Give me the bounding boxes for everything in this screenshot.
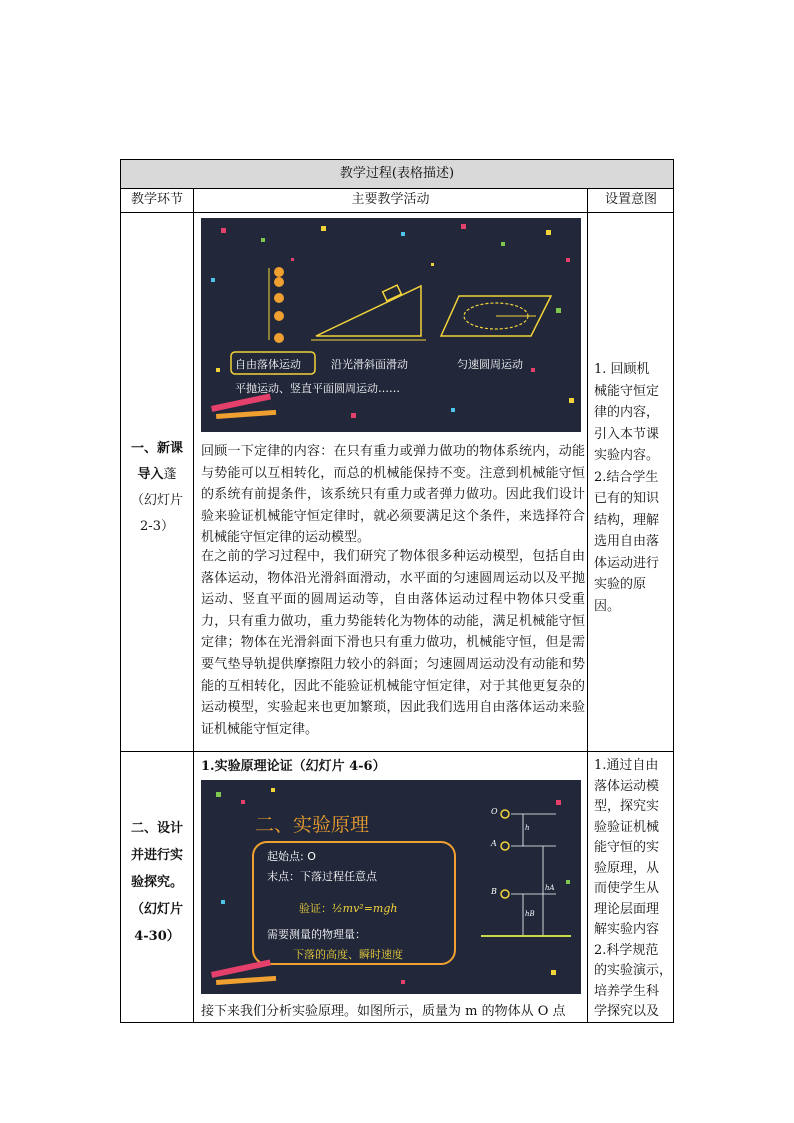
row1-intent xyxy=(594,359,674,617)
slide-verify xyxy=(299,900,398,916)
row2-stage-line2: 并进行实 xyxy=(130,848,183,863)
row2-intent-line: 验验证机械 xyxy=(594,819,660,835)
row1-intent-line: 体运动进行 xyxy=(594,555,660,571)
row2-intent-line: 1.通过自由 xyxy=(594,758,659,773)
slide-motion-models xyxy=(201,218,581,432)
row2-intent-line: 2.科学规范 xyxy=(594,942,659,958)
slide-title: 二、实验原理 xyxy=(255,814,370,836)
incline-figure xyxy=(311,285,426,340)
slide-label-free-fall: 自由落体运动 xyxy=(235,358,301,371)
slide-measure: 需要测量的物理量： xyxy=(267,928,366,941)
row2-stage-line5: 4-30） xyxy=(134,929,180,944)
row1-stage-line2-suffix: 蓬 xyxy=(163,467,177,482)
point-b-label: B xyxy=(491,887,497,896)
row1-stage-line4: 2-3） xyxy=(140,519,174,534)
row1-stage-line1: 一、新课 xyxy=(130,441,183,456)
row2-intent-line: 的实验演示， xyxy=(594,963,673,978)
point-a-label: A xyxy=(491,839,497,848)
slide-motion-models-art xyxy=(201,218,581,432)
circular-motion-figure xyxy=(441,296,551,336)
row1-intent-line: 1. 回顾机 xyxy=(594,362,650,377)
row1-intent-line: 械能守恒定 xyxy=(594,383,660,399)
row1-intent-line: 引入本节课 xyxy=(594,426,660,442)
row1-intent-line: 实验内容。 xyxy=(594,448,660,463)
pencils xyxy=(211,394,276,419)
row1-stage xyxy=(121,436,193,540)
row1-paragraph-1: 回顾一下定律的内容：在只有重力或弹力做功的物体系统内，动能与势能可以互相转化，而总的机械能保持不变。注意到机械能守恒的系统有前提条件，该系统只有重力或者弹力做功。因此我们设计验来验证机械能守恒定律时，就必须要满足这个条件，来选择符合机械能守恒定律的运动模型。 xyxy=(201,444,585,546)
row2-stage-line1: 二、设计 xyxy=(130,821,183,836)
row1-intent-line: 已有的知识 xyxy=(594,491,660,506)
point-o-label: O xyxy=(491,807,498,816)
slide-start-point: 起始点: O xyxy=(267,850,316,863)
row1-intent-line: 律的内容， xyxy=(594,405,660,420)
header-intent: 设置意图 xyxy=(604,192,657,207)
row2-intent-line: 培养学生科 xyxy=(594,983,660,999)
slide-end-point: 末点：下落过程任意点 xyxy=(267,870,377,883)
row2-intent-line: 理论层面理 xyxy=(594,901,660,917)
hb-label: hB xyxy=(525,910,535,918)
slide-quantities: 下落的高度、瞬时速度 xyxy=(293,948,403,961)
row2-stage-line3: 验探究。 xyxy=(130,875,183,890)
header-stage: 教学环节 xyxy=(130,192,183,207)
slide-verify-label: 验证： xyxy=(299,902,332,915)
ha-label: hA xyxy=(545,884,555,892)
row1-intent-line: 因。 xyxy=(594,598,621,614)
row2-paragraph: 接下来我们分析实验原理。如图所示，质量为 m 的物体从 O 点 xyxy=(201,1004,566,1019)
row2-intent-line: 解实验内容 xyxy=(594,922,660,937)
header-activity: 主要教学活动 xyxy=(351,192,430,207)
slide-label-more: 平抛运动、竖直平面圆周运动…… xyxy=(235,382,400,395)
row2-intent-line: 落体运动模 xyxy=(594,778,660,794)
teaching-process-table xyxy=(120,159,674,1023)
slide-experiment-principle xyxy=(201,780,581,994)
row2-intent-line: 能守恒的实 xyxy=(594,840,660,855)
table-title: 教学过程(表格描述) xyxy=(121,160,673,188)
row1-intent-line: 2.结合学生 xyxy=(594,469,659,485)
row2-stage-line4: （幻灯片 xyxy=(130,902,183,917)
slide-label-circular: 匀速圆周运动 xyxy=(457,358,523,371)
falling-balls-figure xyxy=(269,267,284,343)
h-label: h xyxy=(525,824,530,832)
row1-stage-line3: （幻灯片 xyxy=(130,493,183,508)
slide-formula: ½mv²=mgh xyxy=(332,902,398,915)
row2-intent-line: 学探究以及 xyxy=(594,1004,660,1019)
row2-intent-line: 型，探究实 xyxy=(594,799,660,814)
row2-intent xyxy=(594,756,674,1023)
row1-paragraph-2: 在之前的学习过程中，我们研究了物体很多种运动模型，包括自由落体运动，物体沿光滑斜面滑动，水平面的匀速圆周运动以及平抛运动、竖直平面的圆周运动等，自由落体运动过程中物体只受重力，只有重力做功，重力势能转化为物体的动能，满足机械能守恒定律；物体在光滑斜面下滑也只有重力做功，机械能守恒，但是需要气垫导轨提供摩擦阻力较小的斜面；匀速圆周运动没有动能和势能的互相转化，因此不能验证机械能守恒定律，对于其他更复杂的运动模型，实验起来也更加繁琐，因此我们选用自由落体运动来验证机械能守恒定律。 xyxy=(201,549,585,737)
slide-label-incline: 沿光滑斜面滑动 xyxy=(331,358,408,371)
row2-intent-line: 验原理，从 xyxy=(594,860,660,876)
row1-stage-line2: 导入 xyxy=(137,467,164,482)
row2-stage xyxy=(121,815,193,950)
row2-heading: 1.实验原理论证（幻灯片 4-6） xyxy=(201,759,386,774)
row1-intent-line: 结构，理解 xyxy=(594,512,660,528)
row2-intent-line: 而使学生从 xyxy=(594,881,660,896)
pencils xyxy=(211,960,276,985)
row1-intent-line: 实验的原 xyxy=(594,577,647,592)
row1-intent-line: 选用自由落 xyxy=(594,534,660,549)
